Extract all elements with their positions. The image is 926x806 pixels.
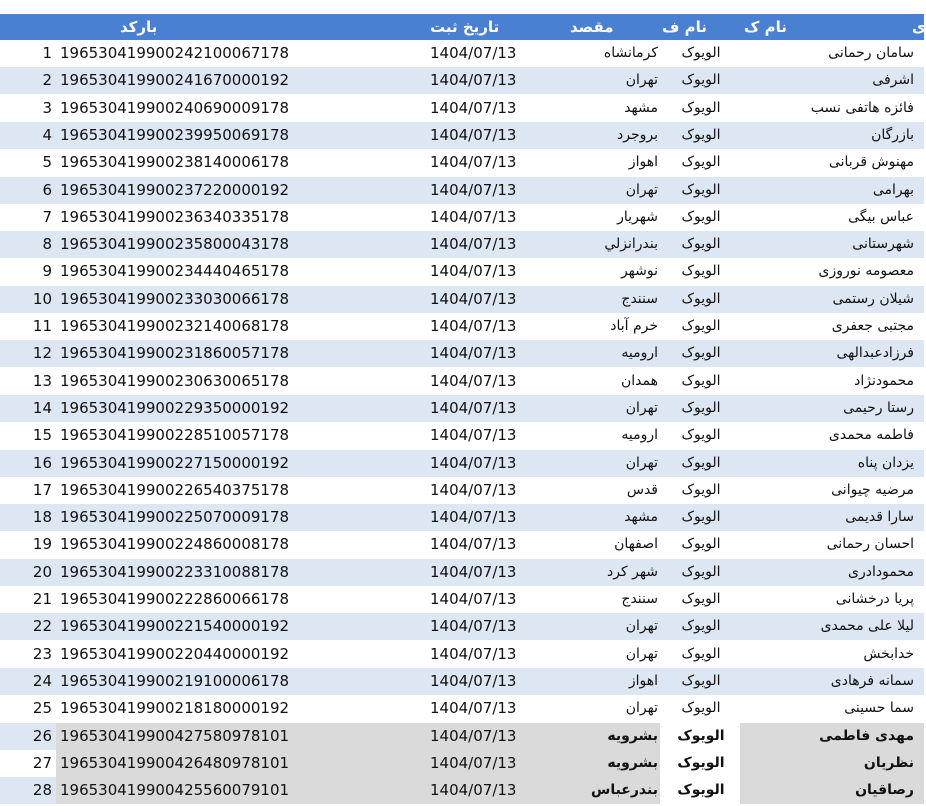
date-cell[interactable]: 1404/07/13 <box>430 71 517 90</box>
last-name-cell[interactable]: سما حسینی <box>844 700 914 717</box>
barcode-cell[interactable]: 196530419900425560079101 <box>60 781 290 800</box>
date-cell[interactable]: 1404/07/13 <box>430 153 517 172</box>
row-number-cell[interactable]: 25 <box>32 699 52 718</box>
destination-cell[interactable]: تهران <box>625 700 658 717</box>
destination-cell[interactable]: قدس <box>626 481 658 498</box>
destination-cell[interactable]: نوشهر <box>620 263 658 280</box>
first-name-cell[interactable]: الویوک <box>681 236 721 253</box>
row-number-cell[interactable]: 27 <box>32 753 52 772</box>
destination-cell[interactable]: همدان <box>621 372 658 389</box>
table-header <box>0 14 924 40</box>
destination-cell[interactable]: بندرعباس <box>591 782 658 799</box>
last-name-cell[interactable]: خدابخش <box>863 645 914 662</box>
row-number-cell[interactable]: 22 <box>32 617 52 636</box>
destination-cell[interactable]: شهریار <box>617 208 658 225</box>
last-name-cell[interactable]: معصومه نوروزی <box>818 263 914 280</box>
row-number-cell[interactable]: 12 <box>32 344 52 363</box>
row-number-cell[interactable]: 6 <box>42 180 52 199</box>
barcode-cell[interactable]: 196530419900225070009178 <box>60 508 290 527</box>
date-cell[interactable]: 1404/07/13 <box>430 644 517 663</box>
last-name-cell[interactable]: لیلا علی محمدی <box>820 618 914 635</box>
date-cell[interactable]: 1404/07/13 <box>430 125 517 144</box>
destination-cell[interactable]: سنندج <box>621 290 658 307</box>
date-cell[interactable]: 1404/07/13 <box>430 617 517 636</box>
last-name-cell[interactable]: نظریان <box>863 754 914 771</box>
table-row[interactable] <box>0 67 924 94</box>
barcode-cell[interactable]: 196530419900240690009178 <box>60 98 290 117</box>
date-cell[interactable]: 1404/07/13 <box>430 453 517 472</box>
date-cell[interactable]: 1404/07/13 <box>430 508 517 527</box>
barcode-cell[interactable]: 196530419900220440000192 <box>60 644 290 663</box>
last-name-cell[interactable]: رستا رحیمی <box>843 399 914 416</box>
table-row[interactable] <box>0 95 924 122</box>
destination-cell[interactable]: سنندج <box>621 591 658 607</box>
last-name-cell[interactable]: بازرگان <box>871 126 914 143</box>
first-name-cell[interactable]: الویوک <box>681 591 721 607</box>
first-name-cell[interactable]: الویوک <box>681 45 721 61</box>
barcode-cell[interactable]: 196530419900236340335178 <box>60 207 290 226</box>
row-number-cell[interactable]: 18 <box>32 508 52 527</box>
first-name-cell[interactable]: الویوک <box>681 345 721 362</box>
destination-cell[interactable]: بشرویه <box>607 727 658 744</box>
first-name-cell[interactable]: الویوک <box>681 700 721 717</box>
destination-cell[interactable]: تهران <box>625 645 658 662</box>
barcode-cell[interactable]: 196530419900237220000192 <box>60 180 290 199</box>
header-destination[interactable]: مقصد <box>570 18 614 36</box>
date-cell[interactable]: 1404/07/13 <box>430 726 517 745</box>
last-name-cell[interactable]: احسان رحمانی <box>826 536 914 553</box>
header-last-name[interactable]: نام ک <box>744 18 787 36</box>
barcode-cell[interactable]: 196530419900239950069178 <box>60 125 290 144</box>
table-row[interactable] <box>0 641 924 668</box>
row-number-cell[interactable]: 14 <box>32 398 52 417</box>
date-cell[interactable]: 1404/07/13 <box>430 562 517 581</box>
barcode-cell[interactable]: 196530419900218180000192 <box>60 699 290 718</box>
row-number-cell[interactable]: 7 <box>42 207 52 226</box>
table-row[interactable] <box>0 531 924 558</box>
last-name-cell[interactable]: فائزه هاتفی نسب <box>810 99 914 116</box>
barcode-cell[interactable]: 196530419900235800043178 <box>60 235 290 254</box>
barcode-cell[interactable]: 196530419900227150000192 <box>60 453 290 472</box>
first-name-cell[interactable]: الویوک <box>681 399 721 416</box>
last-name-cell[interactable]: مهنوش قربانی <box>828 154 914 171</box>
date-cell[interactable]: 1404/07/13 <box>430 426 517 445</box>
row-number-cell[interactable]: 16 <box>32 453 52 472</box>
table-row[interactable] <box>0 504 924 531</box>
date-cell[interactable]: 1404/07/13 <box>430 398 517 417</box>
header-barcode[interactable]: بارکد <box>120 18 158 36</box>
last-name-cell[interactable]: فاطمه محمدی <box>828 427 914 444</box>
table-row[interactable] <box>0 777 924 804</box>
barcode-cell[interactable]: 196530419900223310088178 <box>60 562 290 581</box>
table-row[interactable] <box>0 258 924 285</box>
row-number-cell[interactable]: 9 <box>42 262 52 281</box>
destination-cell[interactable]: مشهد <box>624 509 658 526</box>
destination-cell[interactable]: کرمانشاه <box>603 45 658 61</box>
destination-cell[interactable]: تهران <box>625 399 658 416</box>
date-cell[interactable]: 1404/07/13 <box>430 781 517 800</box>
first-name-cell[interactable]: الویوک <box>681 454 721 471</box>
last-name-cell[interactable]: سمانه فرهادی <box>830 672 914 689</box>
header-extra[interactable]: ی <box>912 18 926 36</box>
row-number-cell[interactable]: 5 <box>42 153 52 172</box>
barcode-cell[interactable]: 196530419900219100006178 <box>60 671 290 690</box>
first-name-cell[interactable]: الویوک <box>681 154 721 171</box>
row-number-cell[interactable]: 13 <box>32 371 52 390</box>
row-number-cell[interactable]: 24 <box>32 671 52 690</box>
row-number-cell[interactable]: 17 <box>32 480 52 499</box>
destination-cell[interactable]: تهران <box>625 72 658 89</box>
row-number-cell[interactable]: 11 <box>32 317 52 335</box>
table-row[interactable] <box>0 122 924 149</box>
table-row[interactable] <box>0 286 924 313</box>
barcode-cell[interactable]: 196530419900231860057178 <box>60 344 290 363</box>
last-name-cell[interactable]: بهرامی <box>872 181 914 198</box>
table-row[interactable] <box>0 368 924 395</box>
last-name-cell[interactable]: یزدان پناه <box>857 454 914 471</box>
destination-cell[interactable]: اصفهان <box>614 536 658 553</box>
last-name-cell[interactable]: سارا قدیمی <box>845 509 914 526</box>
table-row[interactable] <box>0 204 924 231</box>
destination-cell[interactable]: بشرویه <box>607 754 658 771</box>
row-number-cell[interactable]: 15 <box>32 426 52 445</box>
header-date[interactable]: تاریخ ثبت <box>430 18 500 36</box>
destination-cell[interactable]: تهران <box>625 454 658 471</box>
date-cell[interactable]: 1404/07/13 <box>430 753 517 772</box>
barcode-cell[interactable]: 196530419900221540000192 <box>60 617 290 636</box>
barcode-cell[interactable]: 196530419900241670000192 <box>60 71 290 90</box>
destination-cell[interactable]: بندرانزلي <box>604 236 658 253</box>
first-name-cell[interactable]: الویوک <box>681 645 721 662</box>
first-name-cell[interactable]: الویوک <box>681 181 721 198</box>
row-number-cell[interactable]: 19 <box>32 535 52 554</box>
last-name-cell[interactable]: اشرفی <box>872 72 914 89</box>
table-row[interactable] <box>0 477 924 504</box>
destination-cell[interactable]: اهواز <box>628 672 658 689</box>
date-cell[interactable]: 1404/07/13 <box>430 235 517 254</box>
barcode-cell[interactable]: 196530419900232140068178 <box>60 317 290 335</box>
last-name-cell[interactable]: سامان رحمانی <box>828 45 914 61</box>
destination-cell[interactable]: شهر کرد <box>607 563 658 580</box>
date-cell[interactable]: 1404/07/13 <box>430 262 517 281</box>
destination-cell[interactable]: خرم آباد <box>610 318 658 334</box>
barcode-cell[interactable]: 196530419900226540375178 <box>60 480 290 499</box>
last-name-cell[interactable]: محمودنژاد <box>854 372 914 389</box>
row-number-cell[interactable]: 4 <box>42 125 52 144</box>
destination-cell[interactable]: اهواز <box>628 154 658 171</box>
first-name-cell[interactable]: الویوک <box>681 372 721 389</box>
first-name-cell[interactable]: الویوک <box>681 536 721 553</box>
date-cell[interactable]: 1404/07/13 <box>430 44 517 62</box>
first-name-cell[interactable]: الویوک <box>677 727 725 744</box>
first-name-cell[interactable]: الویوک <box>681 618 721 635</box>
date-cell[interactable]: 1404/07/13 <box>430 699 517 718</box>
last-name-cell[interactable]: مهدی فاطمی <box>819 727 914 744</box>
date-cell[interactable]: 1404/07/13 <box>430 180 517 199</box>
table-row[interactable] <box>0 422 924 449</box>
barcode-cell[interactable]: 196530419900224860008178 <box>60 535 290 554</box>
first-name-cell[interactable]: الویوک <box>681 481 721 498</box>
barcode-cell[interactable]: 196530419900426480978101 <box>60 753 290 772</box>
first-name-cell[interactable]: الویوک <box>681 672 721 689</box>
barcode-cell[interactable]: 196530419900234440465178 <box>60 262 290 281</box>
first-name-cell[interactable]: الویوک <box>681 290 721 307</box>
first-name-cell[interactable]: الویوک <box>677 754 725 771</box>
barcode-cell[interactable]: 196530419900228510057178 <box>60 426 290 445</box>
row-number-cell[interactable]: 8 <box>42 235 52 254</box>
date-cell[interactable]: 1404/07/13 <box>430 207 517 226</box>
table-row[interactable] <box>0 149 924 176</box>
table-row[interactable] <box>0 613 924 640</box>
barcode-cell[interactable]: 196530419900230630065178 <box>60 371 290 390</box>
destination-cell[interactable]: مشهد <box>624 99 658 116</box>
date-cell[interactable]: 1404/07/13 <box>430 289 517 308</box>
row-number-cell[interactable]: 1 <box>42 44 52 62</box>
last-name-cell[interactable]: مرضیه چیوانی <box>831 481 914 498</box>
row-number-cell[interactable]: 21 <box>32 590 52 608</box>
table-row[interactable] <box>0 40 924 67</box>
table-row[interactable] <box>0 668 924 695</box>
first-name-cell[interactable]: الویوک <box>681 208 721 225</box>
date-cell[interactable]: 1404/07/13 <box>430 671 517 690</box>
barcode-cell[interactable]: 196530419900233030066178 <box>60 289 290 308</box>
date-cell[interactable]: 1404/07/13 <box>430 344 517 363</box>
barcode-cell[interactable]: 196530419900229350000192 <box>60 398 290 417</box>
date-cell[interactable]: 1404/07/13 <box>430 98 517 117</box>
destination-cell[interactable]: تهران <box>625 618 658 635</box>
date-cell[interactable]: 1404/07/13 <box>430 317 517 335</box>
barcode-cell[interactable]: 196530419900238140006178 <box>60 153 290 172</box>
table-row[interactable] <box>0 450 924 477</box>
date-cell[interactable]: 1404/07/13 <box>430 371 517 390</box>
last-name-cell[interactable]: مجتبی جعفری <box>831 318 914 334</box>
table-row[interactable] <box>0 395 924 422</box>
barcode-cell[interactable]: 196530419900242100067178 <box>60 44 290 62</box>
row-number-cell[interactable]: 20 <box>32 562 52 581</box>
first-name-cell[interactable]: الویوک <box>681 126 721 143</box>
row-number-cell[interactable]: 10 <box>32 289 52 308</box>
table-row[interactable] <box>0 559 924 586</box>
destination-cell[interactable]: ارومیه <box>621 345 658 362</box>
row-number-cell[interactable]: 2 <box>42 71 52 90</box>
table-row[interactable] <box>0 313 924 340</box>
table-row[interactable] <box>0 231 924 258</box>
last-name-cell[interactable]: عباس بیگی <box>848 208 914 225</box>
first-name-cell[interactable]: الویوک <box>681 563 721 580</box>
first-name-cell[interactable]: الویوک <box>681 99 721 116</box>
destination-cell[interactable]: ارومیه <box>621 427 658 444</box>
table-row[interactable] <box>0 750 924 777</box>
barcode-cell[interactable]: 196530419900222860066178 <box>60 590 290 608</box>
destination-cell[interactable]: تهران <box>625 181 658 198</box>
first-name-cell[interactable]: الویوک <box>681 509 721 526</box>
table-row[interactable] <box>0 340 924 367</box>
first-name-cell[interactable]: الویوک <box>681 263 721 280</box>
row-number-cell[interactable]: 28 <box>32 781 52 800</box>
last-name-cell[interactable]: شهرستانی <box>852 236 914 253</box>
row-number-cell[interactable]: 26 <box>32 726 52 745</box>
first-name-cell[interactable]: الویوک <box>681 427 721 444</box>
last-name-cell[interactable]: محمودادری <box>848 563 914 580</box>
table-row[interactable] <box>0 695 924 722</box>
table-row[interactable] <box>0 586 924 613</box>
date-cell[interactable]: 1404/07/13 <box>430 480 517 499</box>
date-cell[interactable]: 1404/07/13 <box>430 535 517 554</box>
table-row[interactable] <box>0 723 924 750</box>
first-name-cell[interactable]: الویوک <box>681 318 721 334</box>
header-first-name[interactable]: نام ف <box>662 18 707 36</box>
row-number-cell[interactable]: 3 <box>42 98 52 117</box>
date-cell[interactable]: 1404/07/13 <box>430 590 517 608</box>
last-name-cell[interactable]: شیلان رستمی <box>832 290 914 307</box>
destination-cell[interactable]: بروجرد <box>617 126 658 143</box>
barcode-cell[interactable]: 196530419900427580978101 <box>60 726 290 745</box>
last-name-cell[interactable]: فرزادعبدالهی <box>836 345 914 362</box>
table-row[interactable] <box>0 177 924 204</box>
first-name-cell[interactable]: الویوک <box>681 72 721 89</box>
last-name-cell[interactable]: رصاقیان <box>855 782 914 799</box>
first-name-cell[interactable]: الویوک <box>677 782 725 799</box>
row-number-cell[interactable]: 23 <box>32 644 52 663</box>
last-name-cell[interactable]: پریا درخشانی <box>835 591 914 607</box>
